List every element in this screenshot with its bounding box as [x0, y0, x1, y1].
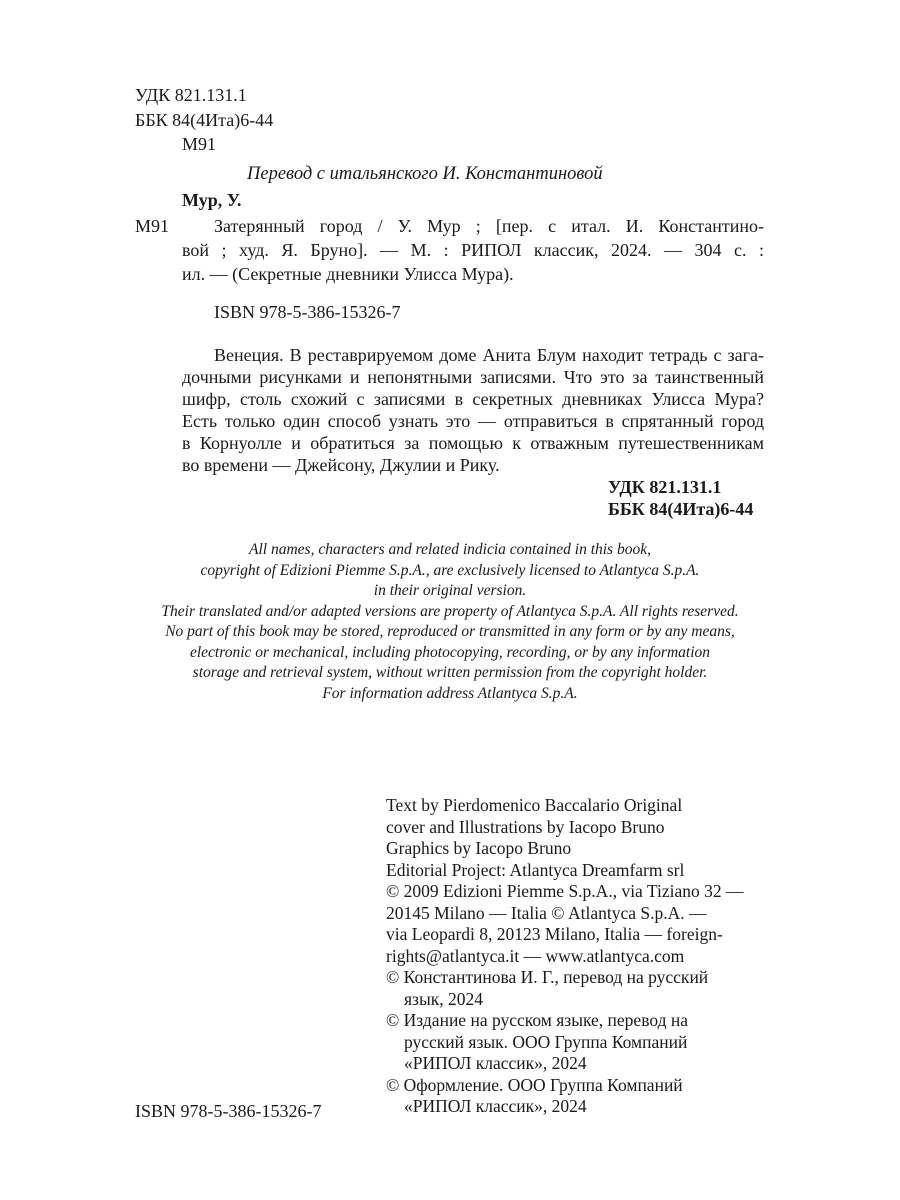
copyright-edition-cont: русский язык. ООО Группа Компаний — [404, 1031, 688, 1052]
credits-line: Text by Pierdomenico Baccalario Original — [386, 795, 683, 815]
annotation-line: в Корнуолле и обратиться за помощью к отважным путешественникам — [182, 433, 764, 453]
annotation-udk: УДК 821.131.1 — [608, 477, 722, 497]
footer-isbn: ISBN 978-5-386-15326-7 — [135, 1101, 322, 1121]
entry-code: М91 — [135, 216, 170, 236]
rights-line: No part of this book may be stored, reproduced or transmitted in any form or by any means, — [165, 623, 735, 640]
rights-line: storage and retrieval system, without written permission from the copyright holder. — [192, 664, 708, 681]
copyright-edition-cont: «РИПОЛ классик», 2024 — [404, 1053, 587, 1073]
rights-line: in their original version. — [373, 582, 527, 599]
credits-line: via Leopardi 8, 20123 Milano, Italia — foreign- — [386, 924, 723, 944]
credits-line: 20145 Milano — Italia © Atlantyca S.p.A. — — [386, 902, 707, 923]
credits-line: rights@atlantyca.it — www.atlantyca.com — [386, 945, 685, 966]
credits-block — [386, 795, 766, 1118]
credits-line: © 2009 Edizioni Piemme S.p.A., via Tiziano 32 — — [386, 881, 744, 901]
translation-note: Перевод с итальянского И. Константиновой — [247, 164, 603, 184]
rights-line: copyright of Edizioni Piemme S.p.A., are exclusively licensed to Atlantyca S.p.A. — [200, 561, 700, 579]
credits-line: Graphics by Iacopo Bruno — [386, 838, 572, 858]
rights-line: Their translated and/or adapted versions are property of Atlantyca S.p.A. All rights reserved. — [161, 602, 739, 620]
entry-line: ил. — (Секретные дневники Улисса Мура). — [182, 264, 514, 284]
author-mark-code: М91 — [182, 134, 217, 154]
entry-line: Затерянный город / У. Мур ; [пер. с итал. И. Константино- — [214, 216, 764, 236]
entry-author: Мур, У. — [182, 190, 242, 210]
copyright-translation-cont: язык, 2024 — [404, 988, 483, 1009]
credits-line: Editorial Project: Atlantyca Dreamfarm srl — [386, 859, 685, 880]
annotation-bbk: ББК 84(4Ита)6-44 — [608, 499, 754, 519]
annotation-line: во времени — Джейсону, Джулии и Рику. — [182, 455, 500, 475]
annotation-line: Есть только один способ узнать это — отправиться в спрятанный город — [182, 411, 764, 431]
copyright-edition: © Издание на русском языке, перевод на — [386, 1010, 688, 1030]
copyright-design-cont: «РИПОЛ классик», 2024 — [404, 1096, 587, 1116]
entry-isbn: ISBN 978-5-386-15326-7 — [214, 302, 401, 322]
rights-line: electronic or mechanical, including photocopying, recording, or by any information — [189, 643, 710, 661]
copyright-design: © Оформление. ООО Группа Компаний — [386, 1074, 683, 1095]
entry-line: вой ; худ. Я. Бруно]. — М. : РИПОЛ классик, 2024. — 304 с. : — [182, 240, 764, 260]
rights-line: For information address Atlantyca S.p.A. — [322, 684, 578, 702]
annotation-line: Венеция. В реставрируемом доме Анита Блум находит тетрадь с зага- — [214, 345, 764, 365]
annotation-line: шифр, столь схожий с записями в секретных дневниках Улисса Мура? — [182, 389, 764, 409]
annotation-line: дочными рисунками и непонятными записями. Что это за таинственный — [182, 367, 764, 387]
rights-line: All names, characters and related indicia contained in this book, — [249, 541, 651, 558]
copyright-translation: © Константинова И. Г., перевод на русский — [386, 967, 709, 987]
credits-line: cover and Illustrations by Iacopo Bruno — [386, 816, 665, 837]
bbk-code: ББК 84(4Ита)6-44 — [135, 110, 274, 130]
udk-code: УДК 821.131.1 — [135, 85, 247, 105]
rights-notice — [90, 540, 810, 704]
